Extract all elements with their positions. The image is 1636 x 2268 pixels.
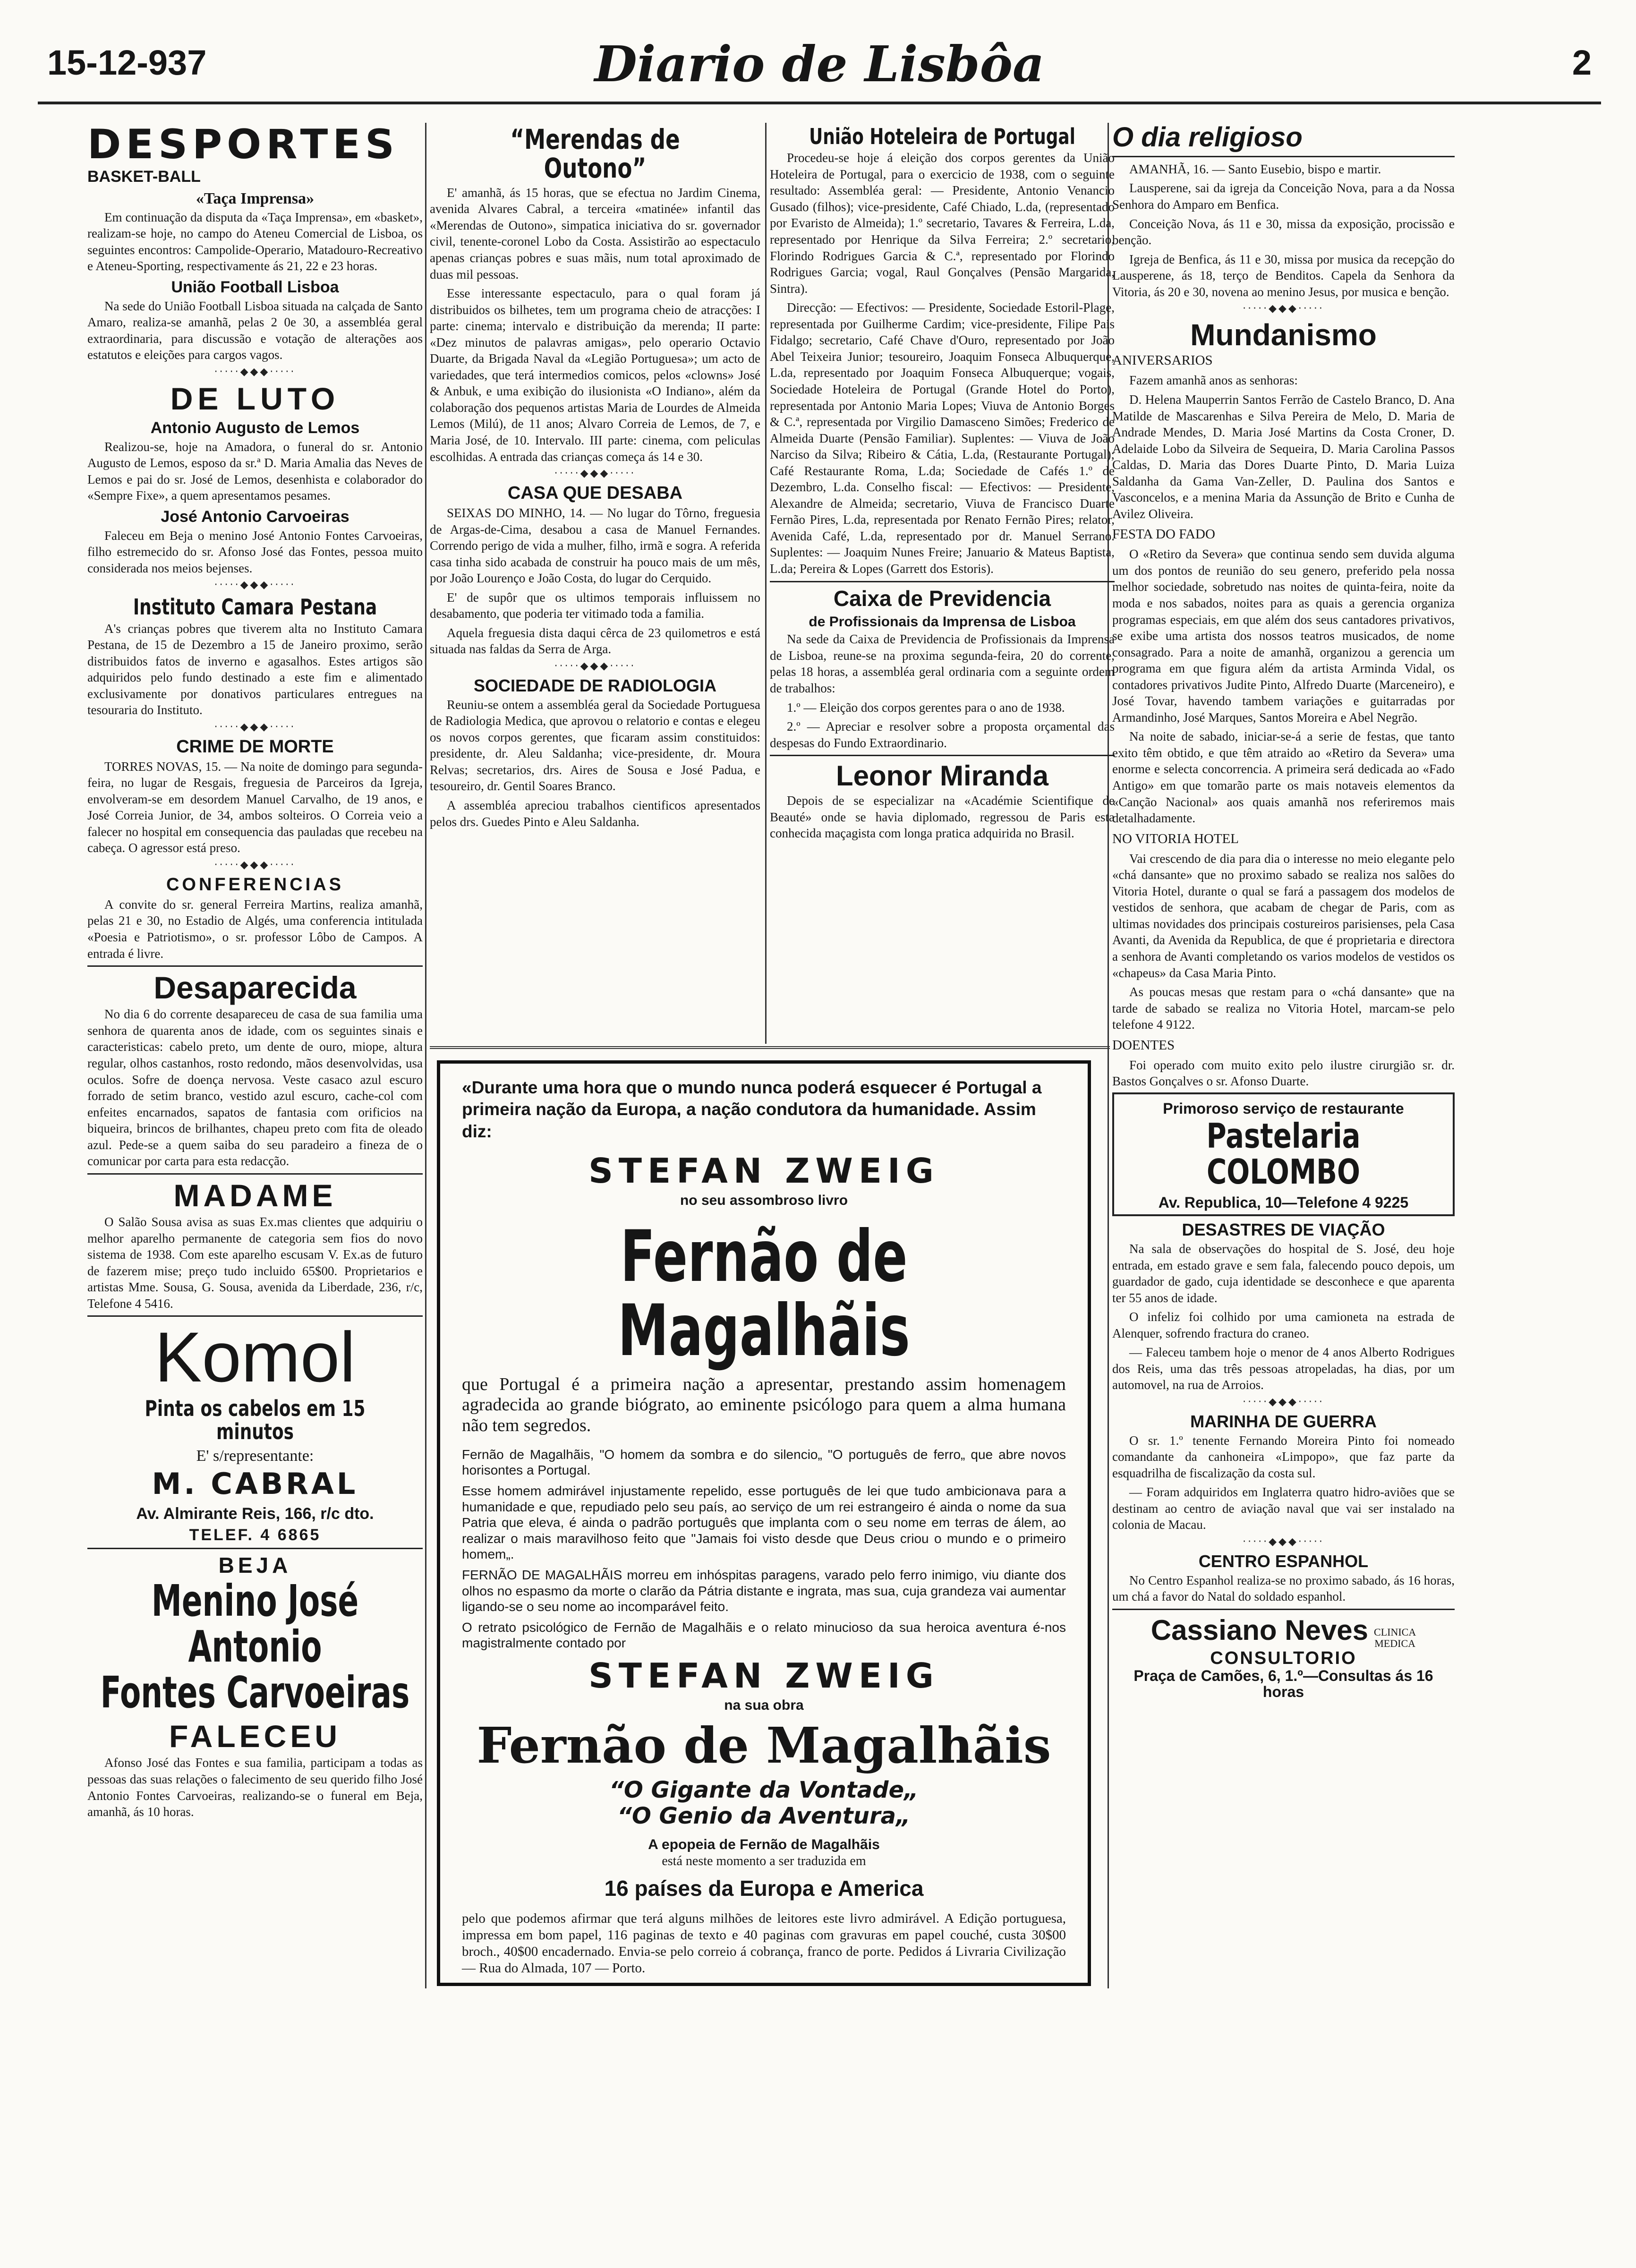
column-4 bbox=[1112, 120, 1455, 2104]
aniversarios-article-2: D. Helena Mauperrin Santos Ferrão de Castelo Branco, D. Ana Matilde de Mascarenhas e Silva Pereira de Melo, D. Maria de Andrade Mendes, D. Maria José Martins da Costa Croner, D. Adelaide Lobo da Silveira de Sequeira, D. Maria Carolina Passos Caldas, D. Maria das Dores Duarte Pinto, D. Maria Luiza Saldanha da Gama Van-Zeller, D. Paulina dos Santos e Vasconcelos, e a menina Maria da Assunção de Brito e Cunha de Avilez Oliveira. bbox=[1112, 392, 1455, 521]
vitoria-article-2: As poucas mesas que restam para o «chá dansante» que na tarde de sabado se realiza no Vitoria Hotel, marcam-se pelo telefone 4 9122. bbox=[1112, 985, 1455, 1032]
merendas-article-1: E' amanhã, ás 15 horas, que se efectua no Jardim Cinema, avenida Alvares Cabral, a terceira «matinée» infantil das «Merendas de Outono», simpatica iniciativa do sr. governador civil, tenente-coronel Lobo da Costa. Assistirão ao espectaculo apenas crianças pobres e suas mãis, num total aproximado de duas mil pessoas. bbox=[430, 185, 760, 281]
section-desportes: DESPORTES bbox=[87, 121, 399, 168]
radiologia-article-1: Reuniu-se ontem a assembléa geral da Sociedade Portuguesa de Radiologia Medica, que aprovou o relatorio e contas e elegeu os novos corpos gerentes, que ficaram assim constituidos: presidente, dr. Aleu Saldanha; vice-presidente, dr. Moura Relvas; secretarios, drs. Aires de Sousa e José Padua, e tesoureiro, dr. Gentil Soares Branco. bbox=[430, 697, 760, 793]
separator-ornament: ·····◆◆◆····· bbox=[554, 468, 636, 480]
centro-article: No Centro Espanhol realiza-se no proximo sabado, ás 16 horas, um chá a favor do Natal do soldado espanhol. bbox=[1112, 1573, 1455, 1604]
carvoeiras-heading: José Antonio Carvoeiras bbox=[161, 507, 349, 526]
section-rule bbox=[87, 1548, 423, 1549]
colombo-ad bbox=[1112, 1092, 1455, 1216]
newspaper-title: Diario de Lisbôa bbox=[594, 35, 1045, 93]
faleceu-heading: FALECEU bbox=[169, 1719, 341, 1754]
viacao-article-2: O infeliz foi colhido por uma camioneta na estrada de Alenquer, sofrendo fractura do craneo. bbox=[1112, 1310, 1455, 1340]
merendas-heading: “Merendas de Outono” bbox=[510, 123, 680, 184]
cassiano-clinica bbox=[1374, 1627, 1416, 1649]
ad-paragraph-2: Esse homem admirável injustamente repelido, esse português de lei que tudo ambicionava para a humanidade e que, repudiado pelo seu país, ao serviço de um rei estrangeiro é ainda o nome da sua Patria que eleva, é ainda o padrão português que implanta com o seu nome em terras de álem, ao realizar o mais maravilhoso feito que "Jamais foi visto desde que Deus criou o mundo e o primeiro homem„. bbox=[462, 1484, 1066, 1562]
radiologia-article-2: A assembléa apreciou trabalhos cientificos apresentados pelos drs. Guedes Pinto e Aleu Saldanha. bbox=[430, 798, 760, 829]
komol-ad-representative: E' s/representante: bbox=[196, 1447, 314, 1465]
marinha-heading: MARINHA DE GUERRA bbox=[1190, 1411, 1377, 1431]
komol-ad-title: Komol bbox=[154, 1317, 356, 1397]
religioso-article-1: AMANHÃ, 16. — Santo Eusebio, bispo e martir. bbox=[1129, 162, 1381, 176]
marinha-article-1: O sr. 1.º tenente Fernando Moreira Pinto foi nomeado comandante da canhoneira «Limpopo», que faz parte da esquadrilha de fiscalização da costa sul. bbox=[1112, 1433, 1455, 1480]
madame-article: O Salão Sousa avisa as suas Ex.mas clientes que adquiriu o melhor aparelho permanente de categoria sem fios do novo sistema de 1938. Com este aparelho escusam V. Ex.as de futuro de fazerem mise; preço tudo incluido 65$00. Proprietarios e artistas Mme. Sousa, G. Sousa, avenida da Liberdade, 236, r/c, Telefone 4 5416. bbox=[87, 1215, 423, 1311]
komol-ad-slogan: Pinta os cabelos em 15 minutos bbox=[145, 1396, 366, 1444]
caixa-article-3: 2.º — Apreciar e resolver sobre a proposta orçamental das despesas do Fundo Extraordinario. bbox=[770, 719, 1115, 750]
basket-subheading: «Taça Imprensa» bbox=[196, 189, 315, 207]
ad-epic: A epopeia de Fernão de Magalhãis bbox=[648, 1837, 880, 1853]
caixa-subheading: de Profissionais da Imprensa de Lisboa bbox=[809, 614, 1076, 630]
madame-heading: MADAME bbox=[173, 1177, 337, 1213]
religioso-article-2: Lausperene, sai da igreja da Conceição Nova, para a da Nossa Senhora do Amparo em Benfica. bbox=[1112, 181, 1455, 212]
hoteleira-article-2: Direcção: — Efectivos: — Presidente, Sociedade Estoril-Plage, representada por Guilherme Cardim; vice-presidente, Filipe Pais Fidalgo; secretario, Café Chave d'Ouro, representado por João Abel Teixeira Junior; tesoureiro, Joaquim Fonseca Albuquerque, L.da, representado por Joaquim Fonseca Albuquerque; vogais, Sociedade Hoteleira de Portugal (Grande Hotel do Porto), representada por Antonio Maria Lopes; Viuva de Antonio Borges & C.ª, representada por Virgilio Damasceno Simões; Frederico de Almeida Duarte (Pensão Familiar). Suplentes: — Viuva de João Narciso da Silva; Ribeiro & Cátia, L.da, (Restaurante Portugal); Café Restaurante Roma, L.da; Sociedade de Cafés 1.º de Dezembro, L.da. Conselho fiscal: — Efectivos: — Presidente, Alexandre de Almeida; secretario, Viuva de Francisco Duarte Fernão Pires, L.da, representada por Renato Fernão Pires; relator, Avenida Café, L.da, representado por dr. Manuel Serrano. Suplentes: — Joaquim Nunes Freire; Januario & Mateus Baptista, L.da; Pereira & Lopes (Garrett dos Estoris). bbox=[770, 300, 1115, 576]
caixa-article-2: 1.º — Eleição dos corpos gerentes para o ano de 1938. bbox=[787, 700, 1065, 715]
cabral-name: M. CABRAL bbox=[152, 1466, 358, 1501]
colombo-name: Pastelaria COLOMBO bbox=[1206, 1116, 1361, 1192]
section-rule bbox=[770, 581, 1115, 582]
cassiano-ad bbox=[1112, 1614, 1455, 1700]
ad-author-2-subtitle: na sua obra bbox=[724, 1697, 804, 1713]
masthead bbox=[38, 28, 1601, 99]
separator-ornament: ·····◆◆◆····· bbox=[1243, 303, 1324, 315]
ad-author-subtitle: no seu assombroso livro bbox=[680, 1192, 848, 1208]
cassiano-clinica-line-1: CLINICA bbox=[1374, 1626, 1416, 1638]
cassiano-name: Cassiano Neves bbox=[1150, 1614, 1369, 1646]
colombo-tagline: Primoroso serviço de restaurante bbox=[1163, 1100, 1404, 1117]
casa-heading: CASA QUE DESABA bbox=[507, 483, 683, 503]
merendas-article-2: Esse interessante espectaculo, para o qual foram já distribuidos os bilhetes, tem um programa cheio de atracções: I parte: cinema; intervalo e distribuição da merenda; II parte: «Dez minutos de palavras amigas», pelo operario Octavio Duarte, da Brigada Naval da «Legião Portuguesa»; um acto de variedades, que terá intermedios comicos, pelos «clowns» José & Anbuk, e uma exibição do ilusionista «O Indiano», além da colaboração dos pequenos artistas Maria de Lourdes de Almeida Lemos (Milú), de 11 anos; Alvaro Correia de Lemos, de 7, e Maria José, de 10. Intervalo. III parte: cinema, com peliculas escolhidas. A entrada das crianças começa ás 14 e 30. bbox=[430, 286, 760, 464]
section-rule bbox=[87, 965, 423, 967]
caixa-heading: Caixa de Previdencia bbox=[833, 586, 1051, 611]
conferencias-article: A convite do sr. general Ferreira Martins, realiza amanhã, pelas 21 e 30, no Estadio de Algés, uma conferencia intitulada «Poesia e Patriotismo», o sr. professor Lôbo de Campos. A entrada é livre. bbox=[87, 897, 423, 961]
carvoeiras-article: Faleceu em Beja o menino José Antonio Fontes Carvoeiras, filho estremecido do sr. Afonso José das Fontes, pessoa muito considerada nos meios bejenses. bbox=[87, 528, 423, 575]
column-1 bbox=[87, 120, 423, 1986]
beja-name-line-2: Fontes Carvoeiras bbox=[100, 1667, 410, 1718]
crime-article: TORRES NOVAS, 15. — Na noite de domingo para segunda-feira, no lugar de Resgais, freguesia de Parceiros da Igreja, envolveram-se em desordem Manuel Carvalho, de 19 anos, e José Correia Junior, de 34, ambos solteiros. O Correia veio a falecer no hospital em consequencia das pauladas que recebeu na cabeça. O agressor está preso. bbox=[87, 759, 423, 855]
section-rule bbox=[87, 1315, 423, 1317]
column-3 bbox=[770, 120, 1115, 1041]
colombo-address: Av. Republica, 10—Telefone 4 9225 bbox=[1158, 1194, 1409, 1211]
casa-article-1: SEIXAS DO MINHO, 14. — No lugar do Tôrno, freguesia de Argas-de-Cima, desabou a casa de Manuel Fernandes. Correndo perigo de vida a mulher, filho, irmã e sogra. A referida casa tinha sido acabada de construir ha pouco mais de um mês, por João Lourenço e João Costa, do lugar do Cerquido. bbox=[430, 505, 760, 586]
casa-article-3: Aquela freguesia dista daqui cêrca de 23 quilometros e está situada nas faldas da Serra de Arga. bbox=[430, 625, 760, 657]
religioso-heading: O dia religioso bbox=[1112, 122, 1303, 153]
pestana-article: A's crianças pobres que tiverem alta no Instituto Camara Pestana, de 15 de Dezembro a 15 de Janeiro proximo, serão distribuidos fatos de inverno e agasalhos. Estes artigos são adquiridos pelo fundo destinado a este fim e alimentado exclusivamente por donativos particulares entregues na tesouraria do Instituto. bbox=[87, 621, 423, 717]
desaparecida-article: No dia 6 do corrente desapareceu de casa de sua familia uma senhora de quarenta anos de idade, com os seguintes sinais e caracteristicas: cabelo preto, um dente de ouro, miope, altura regular, olhos castanhos, rosto redondo, mãos desenvolvidas, usa oculos. Sofre de doença nervosa. Veste casaco azul escuro forrado de setim branco, vestido azul escuro, cache-col com enfeites encarnados, sapatos de fantasia com orificios na biqueira, brincos de brilhantes, chapeu preto com fita de oleado azul. Pede-se a quem saiba do seu paradeiro a fineza de o comunicar por carta para esta redacção. bbox=[87, 1007, 423, 1168]
section-rule bbox=[87, 1173, 423, 1175]
separator-ornament: ·····◆◆◆····· bbox=[214, 721, 296, 733]
column-divider bbox=[765, 123, 767, 1044]
fado-article-1: O «Retiro da Severa» que continua sendo sem duvida alguma um dos pontos de reunião do seu genero, preferido pela nossa melhor sociedade, sobretudo nas noites de quinta-feira, noite da moda e nos sabados, noites para as quais a gerencia organiza programas especiais, em que além dos seus cantadores privativos, se exibe uma artista dos nossos teatros musicados, de nome consagrado. Para a noite de amanhã, organizou a gerencia um programa em que figura além da artista Arminda Vidal, os contadores privativos Judite Pinto, Alfredo Duarte (Marceneiro), e José Tovar, havendo tambem variações e guitarradas por Armandinho, José Marques, Santos Moreira e Abel Negrão. bbox=[1112, 547, 1455, 725]
ad-paragraph-1: Fernão de Magalhãis, "O homem da sombra e do silencio„ "O português de ferro„ que abre novos horisontes a Portugal. bbox=[462, 1447, 1066, 1478]
religioso-article-4: Igreja de Benfica, ás 11 e 30, missa por musica da recepção do Lausperene, ás 18, terço de Benditos. Capela da Senhora da Vitoria, ás 20 e 30, novena ao menino Jesus, por musica e benção. bbox=[1112, 252, 1455, 299]
marinha-article-2: — Foram adquiridos em Inglaterra quatro hidro-aviões que se destinam ao centro de aviação naval que vai ser instalado na colonia de Macau. bbox=[1112, 1485, 1455, 1532]
separator-ornament: ·····◆◆◆····· bbox=[1243, 1396, 1324, 1408]
lemos-article: Realizou-se, hoje na Amadora, o funeral do sr. Antonio Augusto de Lemos, esposo da sr.ª D. Maria Amalia das Neves de Lemos e pai do sr. José de Lemos, desenhista e colaborador do «Sempre Fixe», a quem apresentamos pesames. bbox=[87, 439, 423, 503]
section-de-luto: DE LUTO bbox=[170, 381, 340, 416]
hoteleira-article-1: Procedeu-se hoje á eleição dos corpos gerentes da União Hoteleira de Portugal, para o exercicio de 1938, com o seguinte resultado: Assembléa geral: — Presidente, Antonio Venancio Gusado (filhos); vice-presidente, Café Chiado, L.da, (representado por Evaristo de Almeida); 1.º secretario, Tavares & Ferreira, L.da, representado por Henrique da Silva Ferreira; 2.º secretario, Florindo Rodrigues Garcia & C.ª, representado por Florindo Rodrigues Garcia; vogal, Raul Gonçalves (Pensão Margarida, Sintra). bbox=[770, 151, 1115, 296]
column-divider bbox=[425, 123, 426, 1988]
conferencias-heading: CONFERENCIAS bbox=[166, 874, 344, 895]
centro-heading: CENTRO ESPANHOL bbox=[1198, 1551, 1369, 1571]
crime-heading: CRIME DE MORTE bbox=[176, 736, 334, 757]
beja-heading: BEJA bbox=[218, 1553, 292, 1578]
ad-divider bbox=[430, 1046, 1110, 1049]
cabral-address: Av. Almirante Reis, 166, r/c dto. bbox=[136, 1504, 374, 1523]
basket-article: Em continuação da disputa da «Taça Imprensa», em «basket», realizam-se hoje, no campo do Ateneu Comercial de Lisboa, os seguintes encontros: Campolide-Operario, Matadouro-Recreativo e Ateneu-Sporting, respectivamente ás 21, 22 e 23 horas. bbox=[87, 210, 423, 273]
beja-article: Afonso José das Fontes e sua familia, participam a todas as pessoas das suas relações o falecimento de seu querido filho José Antonio Fontes Carvoeiras, realizando-se o funeral em Beja, amanhã, ás 10 horas. bbox=[87, 1756, 423, 1819]
ad-paragraph-3: FERNÃO DE MAGALHÃIS morreu em inhóspitas paragens, varado pelo ferro inimigo, viu diante dos olhos no espasmo da morte o clarão da Pátria distante e ingrata, mas sua, cuja grandeza vai aumentar ligando-se o seu nome ao incomparável feito. bbox=[462, 1567, 1066, 1614]
cassiano-clinica-line-2: MEDICA bbox=[1374, 1637, 1416, 1650]
section-rule bbox=[1112, 1609, 1455, 1610]
cabral-phone: TELEF. 4 6865 bbox=[189, 1526, 321, 1544]
viacao-article-3: — Faleceu tambem hoje o menor de 4 anos Alberto Rodrigues dos Reis, uma das três pessoas atropeladas, ha dias, por um automovel, na rua de Arroios. bbox=[1112, 1345, 1455, 1392]
ad-intro: «Durante uma hora que o mundo nunca poderá esquecer é Portugal a primeira nação da Europa, a nação condutora da humanidade. Assim diz: bbox=[462, 1078, 1042, 1141]
issue-date: 15-12-937 bbox=[47, 43, 207, 82]
separator-ornament: ·····◆◆◆····· bbox=[214, 579, 296, 591]
separator-ornament: ·····◆◆◆····· bbox=[554, 660, 636, 672]
viacao-heading: DESASTRES DE VIAÇÃO bbox=[1182, 1220, 1385, 1240]
aniversarios-heading: ANIVERSARIOS bbox=[1112, 353, 1213, 368]
ad-author: STEFAN ZWEIG bbox=[588, 1151, 939, 1191]
cassiano-consultorio: CONSULTORIO bbox=[1210, 1648, 1357, 1669]
ad-author-2: STEFAN ZWEIG bbox=[588, 1655, 939, 1696]
pestana-heading: Instituto Camara Pestana bbox=[133, 594, 377, 620]
vitoria-article-1: Vai crescendo de dia para dia o interesse no meio elegante pelo «chá dansante» que no proximo sabado se realiza nos salões do Vitoria Hotel, durante o qual se fará a passagem dos modelos de vestidos de senhora, que acabam de chegar de Paris, com as ultimas novidades dos principais costureiros parisienses, pela Casa Avanti, da Avenida da Republica, de que é proprietaria e directora a senhora de Avanti completando os varios modelos de vestidos os «chapeus» da Casa Maria Pinto. bbox=[1112, 851, 1455, 980]
ad-paragraph-4: O retrato psicológico de Fernão de Magalhãis e o relato minucioso da sua heroica aventura é-nos magistralmente contado por bbox=[462, 1620, 1066, 1651]
fado-heading: FESTA DO FADO bbox=[1112, 527, 1215, 542]
basket-heading: BASKET-BALL bbox=[87, 168, 201, 186]
uniao-heading: União Football Lisboa bbox=[171, 278, 339, 296]
ad-translated: está neste momento a ser traduzida em bbox=[662, 1854, 866, 1869]
fado-article-2: Na noite de sabado, iniciar-se-á a serie de festas, que tanto exito têm obtido, e que têm atraido ao «Retiro da Severa» uma enorme e selecta concorrencia. A primeira será dedicada ao «Fado Antigo» em que tomarão parte os mais notaveis elementos da «Canção Nacional» aos quais amanhã nos referiremos mais detalhadamente. bbox=[1112, 729, 1455, 826]
hoteleira-heading: União Hoteleira de Portugal bbox=[809, 124, 1075, 149]
vitoria-heading: NO VITORIA HOTEL bbox=[1112, 831, 1239, 846]
ad-tagline-1: “O Gigante da Vontade„ bbox=[609, 1776, 919, 1803]
casa-article-2: E' de supôr que os ultimos temporais influissem no desabamento, que poderia ter vitimado toda a familia. bbox=[430, 590, 760, 621]
aniversarios-article-1: Fazem amanhã anos as senhoras: bbox=[1129, 373, 1298, 388]
masthead-rule bbox=[38, 102, 1601, 104]
ad-quote: que Portugal é a primeira nação a apresentar, prestando assim homenagem agradecida ao grande biógrato, ao eminente psicólogo para quem a alma humana não tem segredos. bbox=[462, 1374, 1066, 1436]
beja-name-line-1: Menino José Antonio bbox=[151, 1576, 359, 1672]
section-rule bbox=[1112, 156, 1455, 157]
ad-footer: pelo que podemos afirmar que terá alguns milhões de leitores este livro admirável. A Edição portuguesa, impressa em bom papel, 116 paginas de texto e 40 paginas com gravuras em papel couché, custa 30$00 broch., 40$00 encadernado. Envia-se pelo correio á cobrança, franco de porte. Pedidos á Livraria Civilização — Rua do Almada, 107 — Porto. bbox=[462, 1911, 1066, 1976]
ad-countries: 16 países da Europa e America bbox=[604, 1876, 924, 1901]
separator-ornament: ·····◆◆◆····· bbox=[214, 859, 296, 871]
religioso-article-3: Conceição Nova, ás 11 e 30, missa da exposição, procissão e benção. bbox=[1112, 216, 1455, 247]
cassiano-address: Praça de Camões, 6, 1.º—Consultas ás 16 horas bbox=[1133, 1667, 1433, 1700]
leonor-heading: Leonor Miranda bbox=[835, 760, 1049, 792]
caixa-article-1: Na sede da Caixa de Previdencia de Profissionais da Imprensa de Lisboa, reune-se na proxima segunda-feira, 20 do corrente, pelas 18 horas, a assembléa geral ordinaria com a seguinte ordem de trabalhos: bbox=[770, 632, 1115, 695]
leonor-article: Depois de se especializar na «Académie Scientifique de Beauté» onde se havia diplomado, regressou de Paris esta conhecida maçagista com longa pratica adquirida no Brasil. bbox=[770, 793, 1115, 841]
doentes-article: Foi operado com muito exito pelo ilustre cirurgião sr. dr. Bastos Gonçalves o sr. Afonso Duarte. bbox=[1112, 1057, 1455, 1089]
desaparecida-heading: Desaparecida bbox=[153, 970, 357, 1006]
uniao-article: Na sede do União Football Lisboa situada na calçada de Santo Amaro, realiza-se amanhã, pelas 2 0e 30, a assembléa geral extraordinaria, para discussão e votação de alterações aos estatutos e eleições para cargos vagos. bbox=[87, 298, 423, 362]
separator-ornament: ·····◆◆◆····· bbox=[1243, 1535, 1324, 1548]
radiologia-heading: SOCIEDADE DE RADIOLOGIA bbox=[473, 675, 717, 695]
doentes-heading: DOENTES bbox=[1112, 1037, 1175, 1053]
mundanismo-heading: Mundanismo bbox=[1190, 318, 1377, 352]
section-rule bbox=[770, 755, 1115, 756]
separator-ornament: ·····◆◆◆····· bbox=[214, 366, 296, 378]
book-advertisement bbox=[437, 1060, 1091, 1986]
column-2 bbox=[430, 120, 760, 1041]
ad-book-title: Fernão de Magalhãis bbox=[618, 1215, 910, 1373]
lemos-heading: Antonio Augusto de Lemos bbox=[150, 419, 360, 437]
page-number: 2 bbox=[1572, 43, 1592, 82]
ad-book-title-2: Fernão de Magalhãis bbox=[477, 1716, 1051, 1774]
viacao-article-1: Na sala de observações do hospital de S. José, deu hoje entrada, em estado grave e sem fala, falecendo pouco depois, um guardador de gado, cuja identidade se desconhece e que aparenta ter 55 anos de idade. bbox=[1112, 1241, 1455, 1305]
ad-tagline-2: “O Genio da Aventura„ bbox=[617, 1803, 911, 1830]
